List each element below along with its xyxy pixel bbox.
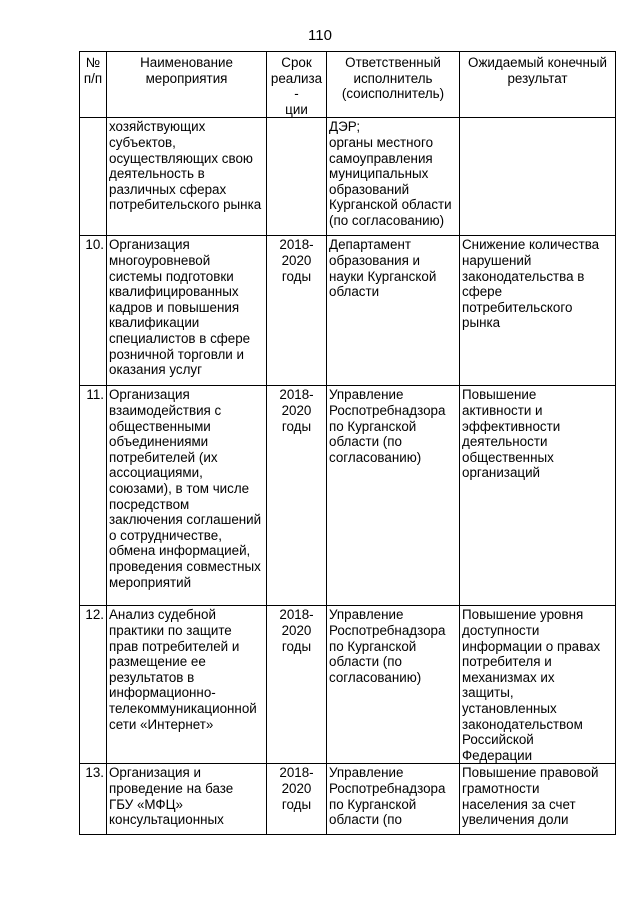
- expected-result: Повышение активности и эффективности деятельности общественных организаций: [460, 386, 616, 606]
- executor: Управление Роспотребнадзора по Курганской области (по согласованию): [327, 606, 460, 764]
- activity-name: Организация и проведение на базе ГБУ «МФЦ» консультационных: [107, 764, 267, 835]
- term: 2018- 2020 годы: [267, 764, 327, 835]
- term: 2018- 2020 годы: [267, 236, 327, 386]
- row-number: 12.: [80, 606, 107, 764]
- executor: Управление Роспотребнадзора по Курганской области (по согласованию): [327, 386, 460, 606]
- term: [267, 118, 327, 236]
- executor: ДЭР; органы местного самоуправления муниципальных образований Курганской области (по согласованию): [327, 118, 460, 236]
- table-row: [80, 764, 616, 835]
- executor: Управление Роспотребнадзора по Курганской области (по: [327, 764, 460, 835]
- row-number: [80, 118, 107, 236]
- activity-name: Анализ судебной практики по защите прав потребителей и размещение ее результатов в информационно- телекоммуникационной сети «Интернет»: [107, 606, 267, 764]
- header-activity-name: Наименование мероприятия: [107, 52, 267, 118]
- expected-result: Повышение уровня доступности информации о правах потребителя и механизмах их защиты, установленных законодательством Российской Федерации: [460, 606, 616, 764]
- row-number: 10.: [80, 236, 107, 386]
- expected-result: Повышение правовой грамотности населения за счет увеличения доли: [460, 764, 616, 835]
- table-row: [80, 118, 616, 236]
- term: 2018- 2020 годы: [267, 386, 327, 606]
- activities-table: [79, 51, 616, 835]
- table-row: [80, 606, 616, 764]
- row-number: 11.: [80, 386, 107, 606]
- header-number: № п/п: [80, 52, 107, 118]
- executor: Департамент образования и науки Курганской области: [327, 236, 460, 386]
- table-row: [80, 386, 616, 606]
- activity-name: хозяйствующих субъектов, осуществляющих свою деятельность в различных сферах потребительского рынка: [107, 118, 267, 236]
- header-executor: Ответственный исполнитель (соисполнитель): [327, 52, 460, 118]
- header-term: Срок реализа- ции: [267, 52, 327, 118]
- table-row: [80, 236, 616, 386]
- activity-name: Организация взаимодействия с общественными объединениями потребителей (их ассоциациями, союзами), в том числе посредством заключения соглашений о сотрудничестве, обмена информацией, проведения совместных мероприятий: [107, 386, 267, 606]
- page-number: 110: [308, 27, 332, 44]
- expected-result: Снижение количества нарушений законодательства в сфере потребительского рынка: [460, 236, 616, 386]
- header-expected-result: Ожидаемый конечный результат: [460, 52, 616, 118]
- term: 2018- 2020 годы: [267, 606, 327, 764]
- expected-result: [460, 118, 616, 236]
- table-header-row: [80, 52, 616, 118]
- row-number: 13.: [80, 764, 107, 835]
- activity-name: Организация многоуровневой системы подготовки квалифицированных кадров и повышения квалификации специалистов в сфере розничной торговли и оказания услуг: [107, 236, 267, 386]
